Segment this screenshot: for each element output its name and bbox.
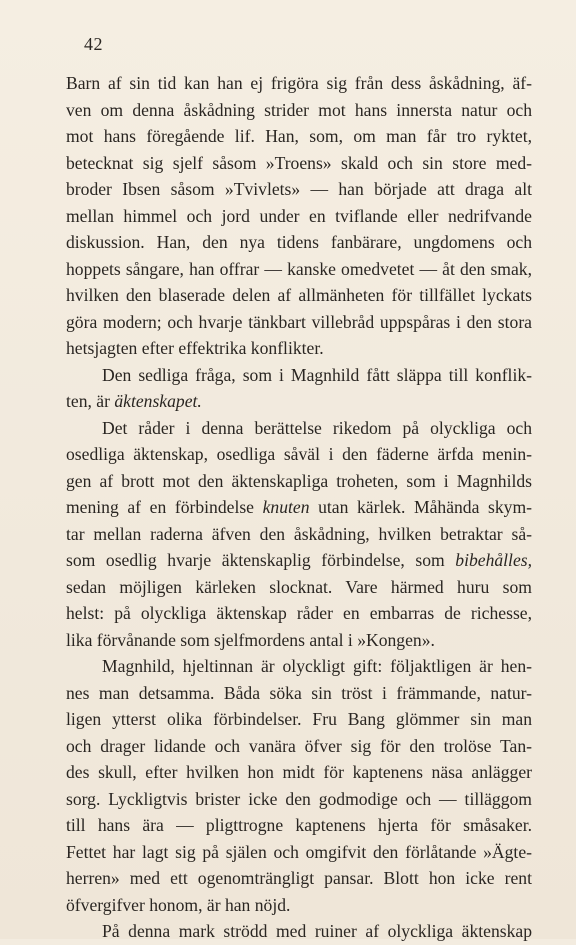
text-line xyxy=(66,547,532,574)
text-segment: lika förvånande som sjelfmordens antal i »Kongen». xyxy=(66,629,435,650)
text-line xyxy=(66,256,532,283)
text-line xyxy=(66,203,532,230)
text-line xyxy=(66,521,532,548)
text-line xyxy=(66,362,532,389)
emphasized-text: bibehålles, xyxy=(455,550,532,570)
text-line xyxy=(66,892,532,919)
text-line xyxy=(66,786,532,813)
text-line xyxy=(66,282,532,309)
text-line xyxy=(66,123,532,150)
body-text xyxy=(66,70,532,945)
text-line xyxy=(66,335,532,362)
text-line xyxy=(66,600,532,627)
text-segment: hvilken den blaserade delen af allmänheten för tillfället lyckats xyxy=(66,285,532,305)
text-line xyxy=(66,653,532,680)
text-segment: tar mellan raderna äfven den åskådning, hvilken betraktar så- xyxy=(66,523,532,544)
text-segment: ven om denna åskådning strider mot hans innersta natur och xyxy=(66,99,532,120)
text-segment: utan kärlek. Måhända skym- xyxy=(309,497,532,517)
text-segment: På denna mark strödd med ruiner af olyckliga äktenskap xyxy=(102,921,532,941)
text-line xyxy=(66,759,532,786)
text-line xyxy=(66,309,532,336)
text-line xyxy=(66,150,532,177)
text-segment: ten, är xyxy=(66,391,115,411)
text-segment: betecknat sig sjelf såsom »Troens» skald och sin store med- xyxy=(66,152,532,173)
text-line xyxy=(66,468,532,495)
text-line xyxy=(66,415,532,442)
text-segment: till hans ära — pligttrogne kaptenens hjerta för småsaker. xyxy=(66,815,532,835)
text-segment: des skull, efter hvilken hon midt för kaptenens näsa anlägger xyxy=(66,762,532,782)
text-line xyxy=(66,812,532,839)
text-line xyxy=(66,574,532,601)
text-line xyxy=(66,733,532,760)
text-segment: göra modern; och hvarje tänkbart villebråd uppspåras i den stora xyxy=(66,311,532,332)
emphasized-text: äktenskapet. xyxy=(114,391,202,411)
text-line xyxy=(66,494,532,521)
text-line xyxy=(66,388,532,415)
text-line xyxy=(66,918,532,945)
text-segment: Magnhild, hjeltinnan är olyckligt gift: följaktligen är hen- xyxy=(102,656,532,676)
page-number: 42 xyxy=(84,34,103,54)
text-segment: sorg. Lyckligtvis brister icke den godmodige och — tilläggom xyxy=(66,788,532,809)
text-segment: mening af en förbindelse xyxy=(66,497,263,517)
text-segment: mot hans föregående lif. Han, som, om man får tro ryktet, xyxy=(66,126,532,146)
text-line xyxy=(66,680,532,707)
text-segment: broder Ibsen såsom »Tvivlets» — han började att draga alt xyxy=(66,179,532,199)
text-segment: Det råder i denna berättelse rikedom på olyckliga och xyxy=(102,417,532,438)
text-segment: diskussion. Han, den nya tidens fanbärare, ungdomens och xyxy=(66,232,532,252)
emphasized-text: knuten xyxy=(262,497,310,517)
text-segment: sedan möjligen kärleken slocknat. Vare härmed huru som xyxy=(66,576,532,597)
text-segment: hetsjagten efter effektrika konflikter. xyxy=(66,338,324,358)
text-segment: mellan himmel och jord under en tviflande eller nedrifvande xyxy=(66,205,532,226)
text-segment: Den sedliga fråga, som i Magnhild fått släppa till konflik- xyxy=(102,364,532,385)
text-line xyxy=(66,97,532,124)
text-segment: herren» med ett ogenomträngligt pansar. Blott hon icke rent xyxy=(66,868,532,888)
text-segment: och drager lidande och vanära öfver sig för den trolöse Tan- xyxy=(66,735,532,756)
text-segment: nes man detsamma. Båda söka sin tröst i främmande, natur- xyxy=(66,682,532,703)
text-line xyxy=(66,839,532,866)
text-segment: Fettet har lagt sig på själen och omgifvit den förlåtande »Ägte- xyxy=(66,841,532,862)
text-line xyxy=(66,627,532,654)
text-segment: hoppets sångare, han offrar — kanske omedvetet — åt den smak, xyxy=(66,258,532,279)
text-line xyxy=(66,176,532,203)
text-segment: gen af brott mot den äktenskapliga troheten, som i Magnhilds xyxy=(66,470,532,491)
text-line xyxy=(66,706,532,733)
text-line xyxy=(66,865,532,892)
text-segment: helst: på olyckliga äktenskap råder en embarras de richesse, xyxy=(66,603,532,623)
text-line xyxy=(66,70,532,97)
text-line xyxy=(66,441,532,468)
text-segment: som osedlig hvarje äktenskaplig förbindelse, som xyxy=(66,550,456,570)
text-segment: Barn af sin tid kan han ej frigöra sig från dess åskådning, äf- xyxy=(66,73,532,93)
text-line xyxy=(66,229,532,256)
text-segment: osedliga äktenskap, osedliga såväl i den fäderne ärfda menin- xyxy=(66,444,532,464)
text-segment: öfvergifver honom, är han nöjd. xyxy=(66,894,291,915)
text-segment: ligen ytterst olika förbindelser. Fru Bang glömmer sin man xyxy=(66,709,532,729)
